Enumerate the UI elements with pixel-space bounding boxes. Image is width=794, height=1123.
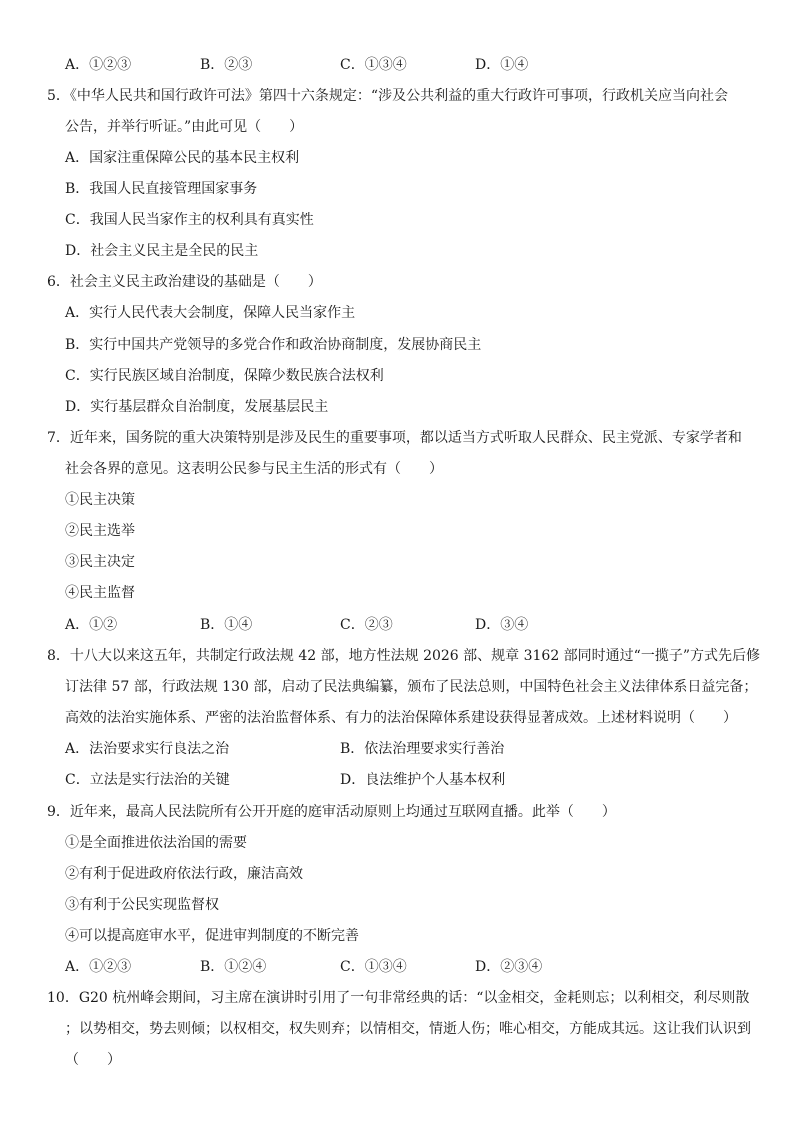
option-c[interactable]: C．①③④ bbox=[340, 57, 407, 73]
question-7-stem-cont: 社会各界的意见。这表明公民参与民主生活的形式有（ ） bbox=[65, 461, 443, 477]
q6-option-c[interactable]: C．实行民族区域自治制度，保障少数民族合法权利 bbox=[65, 368, 384, 384]
q9-item-3: ③有利于公民实现监督权 bbox=[65, 897, 219, 913]
q9-item-2: ②有利于促进政府依法行政，廉洁高效 bbox=[65, 866, 303, 882]
question-8-stem-cont-2: 高效的法治实施体系、严密的法治监督体系、有力的法治保障体系建设获得显著成效。上述材料说明（ ） bbox=[65, 710, 737, 726]
question-8-stem-cont-1: 订法律 57 部，行政法规 130 部，启动了民法典编纂，颁布了民法总则，中国特色社会主义法律体系日益完备； bbox=[65, 679, 758, 695]
option-d[interactable]: D．①④ bbox=[475, 57, 529, 73]
q9-options bbox=[65, 957, 745, 977]
question-6-stem: 6．社会主义民主政治建设的基础是（ ） bbox=[47, 274, 322, 290]
q7-option-c[interactable]: C．②③ bbox=[340, 617, 393, 633]
q9-option-d[interactable]: D．②③④ bbox=[475, 959, 543, 975]
q8-option-a[interactable]: A．法治要求实行良法之治 bbox=[65, 741, 230, 757]
q7-item-1: ①民主决策 bbox=[65, 492, 135, 508]
q9-option-a[interactable]: A．①②③ bbox=[65, 959, 132, 975]
q7-option-d[interactable]: D．③④ bbox=[475, 617, 529, 633]
question-10-stem-cont-2: （ ） bbox=[65, 1052, 121, 1068]
q7-item-2: ②民主选举 bbox=[65, 523, 135, 539]
q7-item-4: ④民主监督 bbox=[65, 585, 135, 601]
q9-option-b[interactable]: B．①②④ bbox=[200, 959, 267, 975]
option-b[interactable]: B．②③ bbox=[200, 57, 253, 73]
q8-options-row-2 bbox=[65, 770, 745, 790]
q5-option-c[interactable]: C．我国人民当家作主的权利具有真实性 bbox=[65, 212, 314, 228]
q5-option-a[interactable]: A．国家注重保障公民的基本民主权利 bbox=[65, 150, 300, 166]
q7-option-b[interactable]: B．①④ bbox=[200, 617, 253, 633]
question-8-stem: 8．十八大以来这五年，共制定行政法规 42 部，地方性法规 2026 部、规章 3162 部同时通过“一揽子”方式先后修 bbox=[47, 648, 760, 664]
q5-option-d[interactable]: D．社会主义民主是全民的民主 bbox=[65, 243, 259, 259]
question-10-stem-cont-1: ；以势相交，势去则倾；以权相交，权失则弃；以情相交，情逝人伤；唯心相交，方能成其远。这让我们认识到 bbox=[65, 1021, 751, 1037]
q6-option-a[interactable]: A．实行人民代表大会制度，保障人民当家作主 bbox=[65, 305, 356, 321]
q8-option-b[interactable]: B．依法治理要求实行善治 bbox=[340, 741, 505, 757]
question-7-stem: 7．近年来，国务院的重大决策特别是涉及民生的重要事项，都以适当方式听取人民群众、民主党派、专家学者和 bbox=[47, 430, 742, 446]
q9-item-1: ①是全面推进依法治国的需要 bbox=[65, 835, 247, 851]
q7-option-a[interactable]: A．①② bbox=[65, 617, 118, 633]
option-a[interactable]: A．①②③ bbox=[65, 57, 132, 73]
q6-option-b[interactable]: B．实行中国共产党领导的多党合作和政治协商制度，发展协商民主 bbox=[65, 337, 482, 353]
q7-options bbox=[65, 615, 745, 635]
q5-option-b[interactable]: B．我国人民直接管理国家事务 bbox=[65, 181, 258, 197]
q9-option-c[interactable]: C．①③④ bbox=[340, 959, 407, 975]
q8-options-row-1 bbox=[65, 739, 745, 759]
q8-option-d[interactable]: D．良法维护个人基本权利 bbox=[340, 772, 506, 788]
question-9-stem: 9．近年来，最高人民法院所有公开开庭的庭审活动原则上均通过互联网直播。此举（ ） bbox=[47, 804, 616, 820]
question-5-stem: 5．《中华人民共和国行政许可法》第四十六条规定：“涉及公共利益的重大行政许可事项，行政机关应当向社会 bbox=[47, 88, 729, 104]
q8-option-c[interactable]: C．立法是实行法治的关键 bbox=[65, 772, 230, 788]
question-5-stem-cont: 公告，并举行听证。”由此可见（ ） bbox=[65, 119, 304, 135]
q9-item-4: ④可以提高庭审水平，促进审判制度的不断完善 bbox=[65, 928, 359, 944]
q6-option-d[interactable]: D．实行基层群众自治制度，发展基层民主 bbox=[65, 399, 329, 415]
q7-item-3: ③民主决定 bbox=[65, 554, 135, 570]
q4-options bbox=[65, 55, 745, 75]
question-10-stem: 10．G20 杭州峰会期间，习主席在演讲时引用了一句非常经典的话：“以金相交，金耗则忘；以利相交，利尽则散 bbox=[47, 990, 750, 1006]
